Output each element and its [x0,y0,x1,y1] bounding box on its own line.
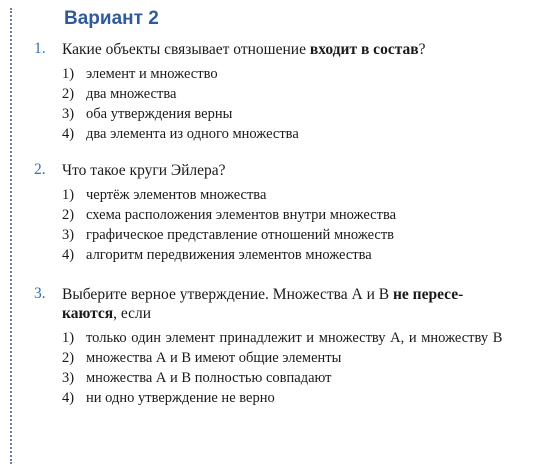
answer-option[interactable]: 2) множества А и В имеют общие элементы [62,350,342,366]
answer-option[interactable]: 1) элемент и множество [62,66,218,82]
variant-title: Вариант 2 [64,8,159,29]
question-number: 2. [34,161,46,178]
answer-option[interactable]: 2) схема расположения элементов внутри множества [62,207,397,223]
answer-list [62,328,534,408]
answer-option[interactable]: 1) только один элемент принадлежит и множеству А, и множеству В [62,330,503,346]
answer-option[interactable]: 4) ни одно утверждение не верно [62,390,275,406]
question-emphasis: входит в состав [309,41,419,58]
answer-option[interactable]: 4) алгоритм передвижения элементов множества [62,247,372,263]
question-3 [34,285,534,408]
question-text: Что такое круги Эйлера? [62,162,226,179]
question-text: Выберите верное утверждение. Множества А и В не пересе- каются, если [62,286,464,322]
answer-option[interactable]: 3) множества А и В полностью совпадают [62,370,332,386]
question-2 [34,161,534,265]
answer-option[interactable]: 3) графическое представление отношений множеств [62,227,395,243]
answer-list [62,64,534,144]
margin-dotted-rule [10,8,12,464]
answer-option[interactable]: 4) два элемента из одного множества [62,126,299,142]
answer-option[interactable]: 1) чертёж элементов множества [62,187,267,203]
question-emphasis-line2: каются [62,305,114,322]
question-number: 1. [34,40,46,57]
question-1 [34,40,534,144]
question-text: Какие объекты связывает отношение входит в состав? [62,41,426,58]
question-emphasis-line1: не пересе- [393,286,464,303]
question-number: 3. [34,285,46,302]
answer-list [62,185,534,265]
answer-option[interactable]: 2) два множества [62,86,177,102]
answer-option[interactable]: 3) оба утверждения верны [62,106,233,122]
